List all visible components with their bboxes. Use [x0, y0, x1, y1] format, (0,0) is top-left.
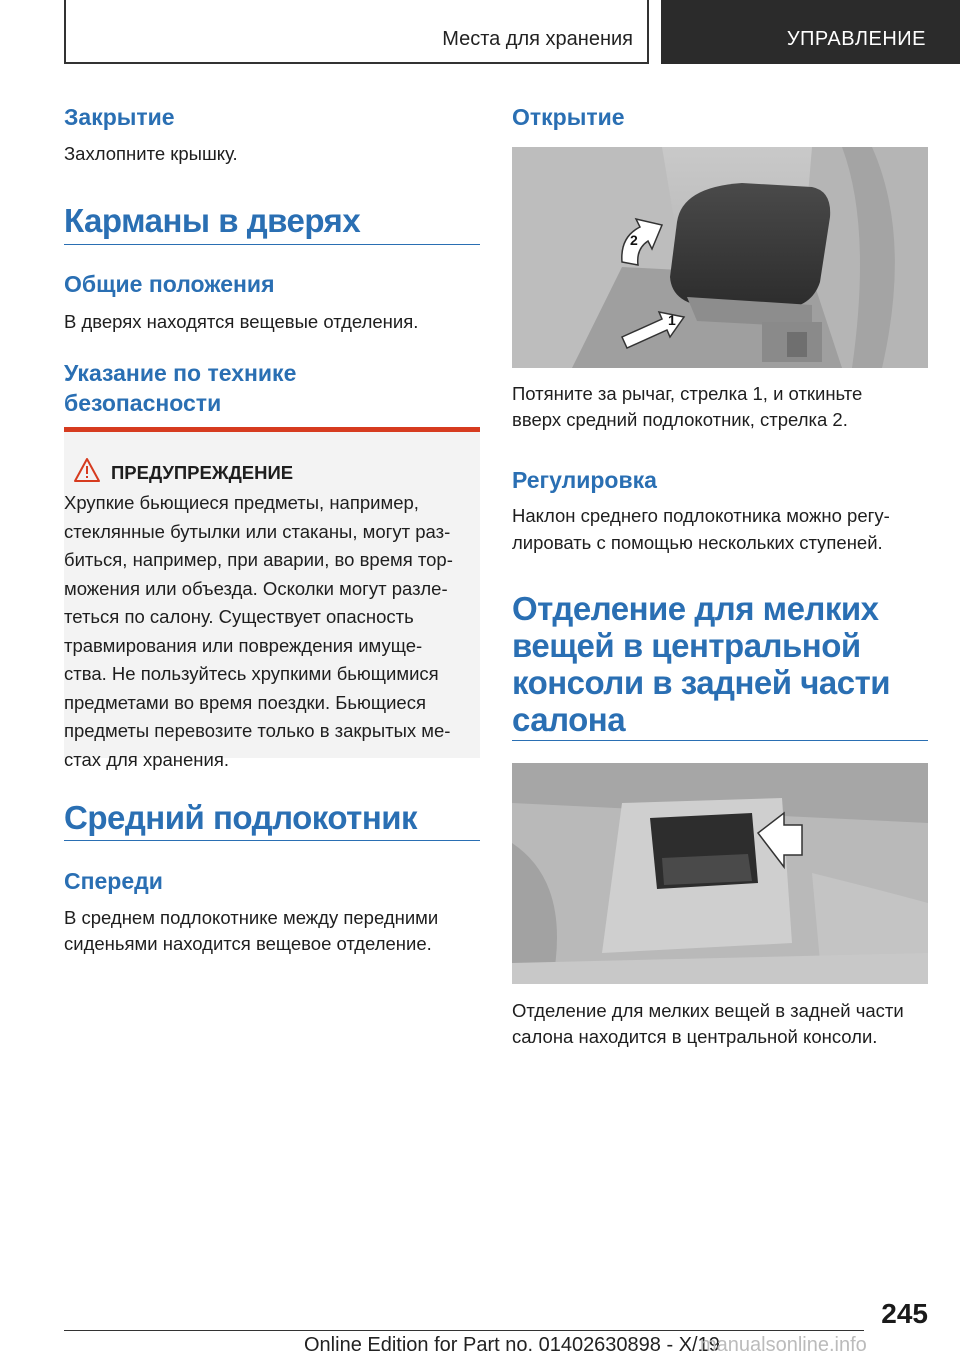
warning-line: стах для хранения. — [64, 748, 229, 770]
heading-rule — [64, 244, 480, 245]
warning-body — [64, 489, 474, 774]
warning-line: предметами во время поездки. Бьющиеся — [64, 691, 426, 713]
warning-line: Хрупкие бьющиеся предметы, например, — [64, 492, 419, 513]
opening-heading: Открытие — [512, 104, 625, 130]
heading-rule — [64, 840, 480, 841]
arrow-label: 1 — [668, 312, 676, 328]
opening-text-line-2: вверх средний подлокотник, стрелка 2. — [512, 409, 848, 430]
door-pockets-heading: Карманы в дверях — [64, 202, 361, 239]
armrest-photo — [512, 147, 928, 368]
closing-text: Захлопните крышку. — [64, 143, 238, 164]
warning-line: можения или объезда. Осколки могут разле- — [64, 577, 448, 599]
footer-rule — [64, 1330, 864, 1331]
warning-triangle-icon — [74, 458, 100, 482]
compartment-text-line-1: Отделение для мелких вещей в задней части — [512, 1000, 904, 1021]
armrest-heading: Средний подлокотник — [64, 799, 418, 836]
header-section-title: Места для хранения — [442, 28, 633, 50]
warning-line: предметы перевозите только в закрытых ме- — [64, 720, 451, 741]
header-chapter-title: УПРАВЛЕНИЕ — [786, 28, 926, 50]
arrow-label: 2 — [630, 232, 638, 248]
warning-line: теться по салону. Существует опасность — [64, 606, 414, 627]
front-text-line-2: сиденьями находится вещевое отделение. — [64, 933, 432, 954]
opening-text-line-1: Потяните за рычаг, стрелка 1, и откиньте — [512, 383, 863, 404]
heading-rule — [512, 740, 928, 741]
compartment-text-line-2: салона находится в центральной консоли. — [512, 1026, 878, 1047]
footer-site: manualsonline.info — [700, 1334, 867, 1356]
warning-line: ства. Не пользуйтесь хрупкими бьющимися — [64, 663, 439, 684]
safety-heading-line-2: безопасности — [64, 390, 222, 416]
header-section-tab — [64, 0, 649, 64]
general-text: В дверях находятся вещевые отделения. — [64, 311, 419, 332]
adjust-text-line-2: лировать с помощью нескольких ступеней. — [512, 532, 883, 553]
safety-heading-line-1: Указание по технике — [64, 360, 297, 386]
warning-title: ПРЕДУПРЕЖДЕНИЕ — [111, 462, 294, 483]
header-chapter-tab — [661, 0, 960, 64]
warning-line: биться, например, при аварии, во время тор- — [64, 549, 453, 570]
warning-line: стеклянные бутылки или стаканы, могут раз- — [64, 520, 451, 542]
page-number: 245 — [881, 1298, 928, 1329]
closing-heading: Закрытие — [64, 104, 175, 130]
compartment-heading-line: Отделение для мелких — [512, 590, 879, 627]
general-heading: Общие положения — [64, 271, 275, 297]
compartment-heading-line: вещей в центральной — [512, 627, 861, 664]
front-heading: Спереди — [64, 868, 163, 894]
compartment-heading — [512, 590, 890, 738]
front-text-line-1: В среднем подлокотнике между передними — [64, 907, 439, 928]
warning-line: травмирования или повреждения имуще- — [64, 634, 423, 656]
compartment-heading-line: салона — [512, 701, 626, 738]
adjust-text-line-1: Наклон среднего подлокотника можно регу- — [512, 505, 890, 526]
compartment-heading-line: консоли в задней части — [512, 664, 891, 701]
footer-edition: Online Edition for Part no. 01402630898 - X/19 — [304, 1334, 720, 1356]
warning-box — [64, 427, 480, 770]
adjust-heading: Регулировка — [512, 467, 657, 493]
rear-compartment-photo — [512, 763, 928, 984]
